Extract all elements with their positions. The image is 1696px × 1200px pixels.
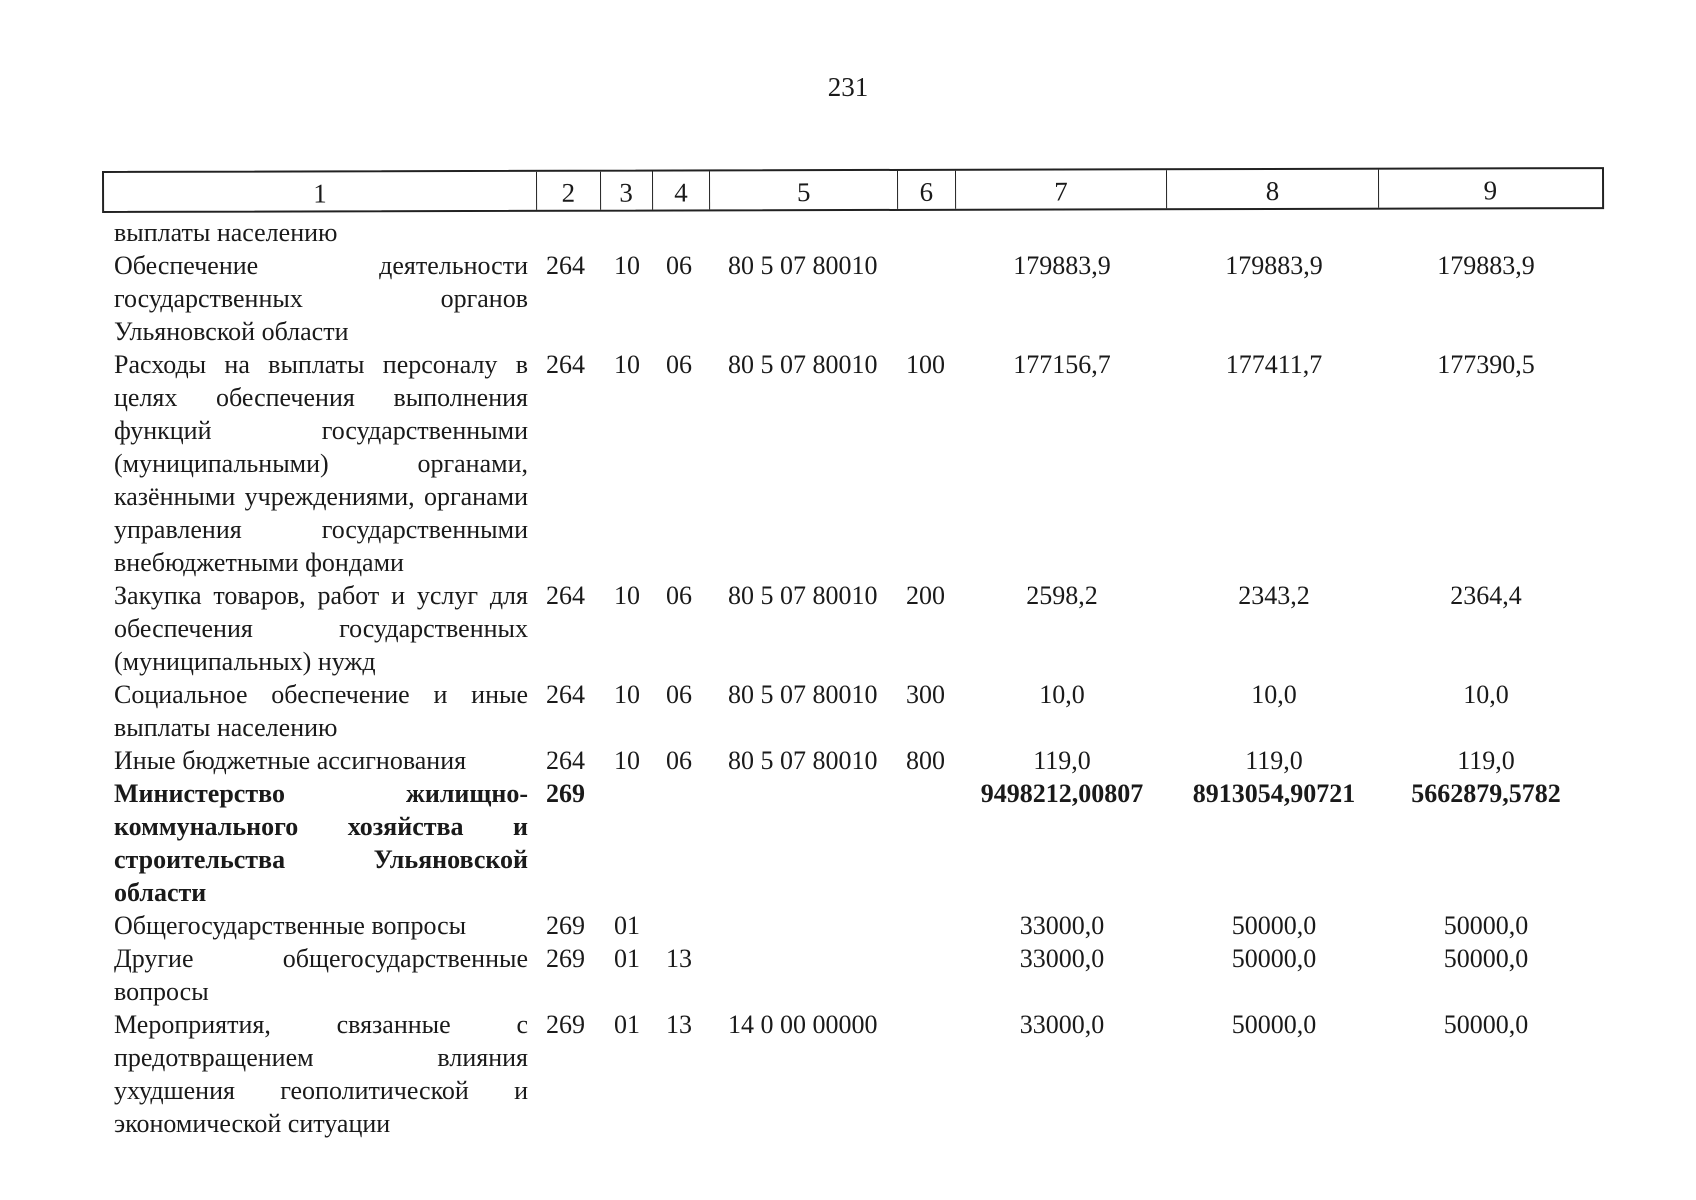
row-section: 01 xyxy=(614,911,640,940)
table-row xyxy=(102,348,1604,579)
row-section: 10 xyxy=(614,581,640,610)
row-expense-type: 100 xyxy=(906,350,945,379)
row-section: 10 xyxy=(614,680,640,709)
row-ministry-code: 264 xyxy=(546,746,585,775)
header-col-9: 9 xyxy=(1483,174,1498,205)
header-col-1: 1 xyxy=(104,172,537,211)
row-target-article: 80 5 07 80010 xyxy=(728,251,878,280)
row-ministry-code: 269 xyxy=(546,911,585,940)
row-amount-col8: 50000,0 xyxy=(1231,944,1317,973)
table-row xyxy=(102,744,1604,777)
row-amount-col7: 2598,2 xyxy=(1026,581,1098,610)
row-amount-col7: 10,0 xyxy=(1039,680,1085,709)
row-target-article: 80 5 07 80010 xyxy=(728,680,878,709)
header-col-6: 6 xyxy=(898,171,956,209)
row-target-article: 80 5 07 80010 xyxy=(728,581,878,610)
row-amount-col7: 119,0 xyxy=(1033,746,1091,775)
row-subsection xyxy=(652,777,710,909)
row-amount-col7: 9498212,00807 xyxy=(980,779,1144,808)
row-subsection xyxy=(652,909,710,942)
table-row xyxy=(102,909,1604,942)
row-amount-col8: 50000,0 xyxy=(1231,1010,1317,1039)
row-amount-col8: 8913054,90721 xyxy=(1192,779,1356,808)
row-amount-col7 xyxy=(956,216,1168,249)
row-name: Иные бюджетные ассигнования xyxy=(114,746,467,775)
row-ministry-code: 264 xyxy=(546,251,585,280)
row-ministry-code: 269 xyxy=(546,779,585,808)
row-ministry-code: 264 xyxy=(546,350,585,379)
row-subsection: 06 xyxy=(666,350,692,379)
row-amount-col9: 2364,4 xyxy=(1450,581,1522,610)
header-col-8: 8 xyxy=(1167,170,1379,209)
table-row xyxy=(102,1008,1604,1140)
row-ministry-code: 269 xyxy=(546,1010,585,1039)
row-subsection: 06 xyxy=(666,680,692,709)
row-amount-col9: 10,0 xyxy=(1463,680,1509,709)
row-section xyxy=(600,216,652,249)
row-amount-col8: 10,0 xyxy=(1251,680,1297,709)
table-row-ministry xyxy=(102,777,1604,909)
row-name: Мероприятия, связанные с предотвращением влияния ухудшения геополитической и экономической ситуации xyxy=(114,1010,528,1138)
row-ministry-code xyxy=(536,216,600,249)
row-expense-type xyxy=(898,942,956,1008)
row-amount-col9: 177390,5 xyxy=(1437,350,1535,379)
page-number: 231 xyxy=(827,72,869,102)
row-section: 01 xyxy=(614,944,640,973)
row-expense-type xyxy=(898,909,956,942)
row-subsection: 06 xyxy=(666,581,692,610)
row-amount-col9 xyxy=(1380,216,1592,249)
row-amount-col7: 33000,0 xyxy=(1019,944,1105,973)
table-row xyxy=(102,216,1604,249)
row-name: Министерство жилищно-коммунального хозяйства и строительства Ульяновской области xyxy=(114,779,528,907)
row-target-article xyxy=(710,216,898,249)
row-amount-col8: 119,0 xyxy=(1245,746,1303,775)
row-ministry-code: 264 xyxy=(546,680,585,709)
row-name: выплаты населению xyxy=(114,218,338,247)
row-expense-type: 200 xyxy=(906,581,945,610)
row-expense-type xyxy=(898,1008,956,1140)
row-amount-col7: 33000,0 xyxy=(1019,1010,1105,1039)
table-body xyxy=(102,216,1604,1140)
row-target-article: 80 5 07 80010 xyxy=(728,746,878,775)
row-section: 10 xyxy=(614,746,640,775)
row-amount-col8: 177411,7 xyxy=(1225,350,1323,379)
row-amount-col7: 33000,0 xyxy=(1019,911,1105,940)
row-name: Другие общегосударственные вопросы xyxy=(114,944,528,1006)
row-amount-col9: 50000,0 xyxy=(1443,911,1529,940)
row-section xyxy=(600,777,652,909)
row-name: Общегосударственные вопросы xyxy=(114,911,467,940)
row-amount-col9: 119,0 xyxy=(1457,746,1515,775)
row-amount-col9: 5662879,5782 xyxy=(1411,779,1561,808)
row-amount-col8: 50000,0 xyxy=(1231,911,1317,940)
row-target-article: 80 5 07 80010 xyxy=(728,350,878,379)
row-amount-col8: 179883,9 xyxy=(1225,251,1323,280)
row-amount-col9: 50000,0 xyxy=(1443,1010,1529,1039)
row-amount-col8 xyxy=(1168,216,1380,249)
row-subsection: 13 xyxy=(666,1010,692,1039)
row-amount-col8: 2343,2 xyxy=(1238,581,1310,610)
table-header xyxy=(102,167,1604,213)
row-name: Социальное обеспечение и иные выплаты населению xyxy=(114,680,528,742)
row-subsection xyxy=(652,216,710,249)
table-row xyxy=(102,678,1604,744)
row-name: Обеспечение деятельности государственных органов Ульяновской области xyxy=(114,251,528,346)
row-section: 10 xyxy=(614,350,640,379)
row-expense-type xyxy=(898,216,956,249)
row-ministry-code: 264 xyxy=(546,581,585,610)
row-expense-type: 300 xyxy=(906,680,945,709)
header-col-3: 3 xyxy=(601,172,653,210)
header-col-5: 5 xyxy=(710,171,898,209)
row-expense-type xyxy=(898,777,956,909)
row-amount-col9: 50000,0 xyxy=(1443,944,1529,973)
row-section: 10 xyxy=(614,251,640,280)
header-col-7: 7 xyxy=(956,170,1168,209)
row-expense-type: 800 xyxy=(906,746,945,775)
row-name: Закупка товаров, работ и услуг для обеспечения государственных (муниципальных) нужд xyxy=(114,581,528,676)
row-ministry-code: 269 xyxy=(546,944,585,973)
row-subsection: 06 xyxy=(666,251,692,280)
row-subsection: 13 xyxy=(666,944,692,973)
header-col-4: 4 xyxy=(653,171,711,209)
header-col-2: 2 xyxy=(537,172,601,210)
table-row xyxy=(102,579,1604,678)
row-target-article xyxy=(710,909,898,942)
row-target-article xyxy=(710,777,898,909)
table-row xyxy=(102,942,1604,1008)
table-row xyxy=(102,249,1604,348)
row-subsection: 06 xyxy=(666,746,692,775)
row-amount-col7: 177156,7 xyxy=(1013,350,1111,379)
row-amount-col7: 179883,9 xyxy=(1013,251,1111,280)
row-target-article xyxy=(710,942,898,1008)
row-name: Расходы на выплаты персоналу в целях обеспечения выполнения функций государственными (муниципальными) органами, казёнными учреждениями, органами управления государственными внебюджетными фондами xyxy=(114,350,528,577)
row-amount-col9: 179883,9 xyxy=(1437,251,1535,280)
row-expense-type xyxy=(898,249,956,348)
row-section: 01 xyxy=(614,1010,640,1039)
row-target-article: 14 0 00 00000 xyxy=(728,1010,878,1039)
